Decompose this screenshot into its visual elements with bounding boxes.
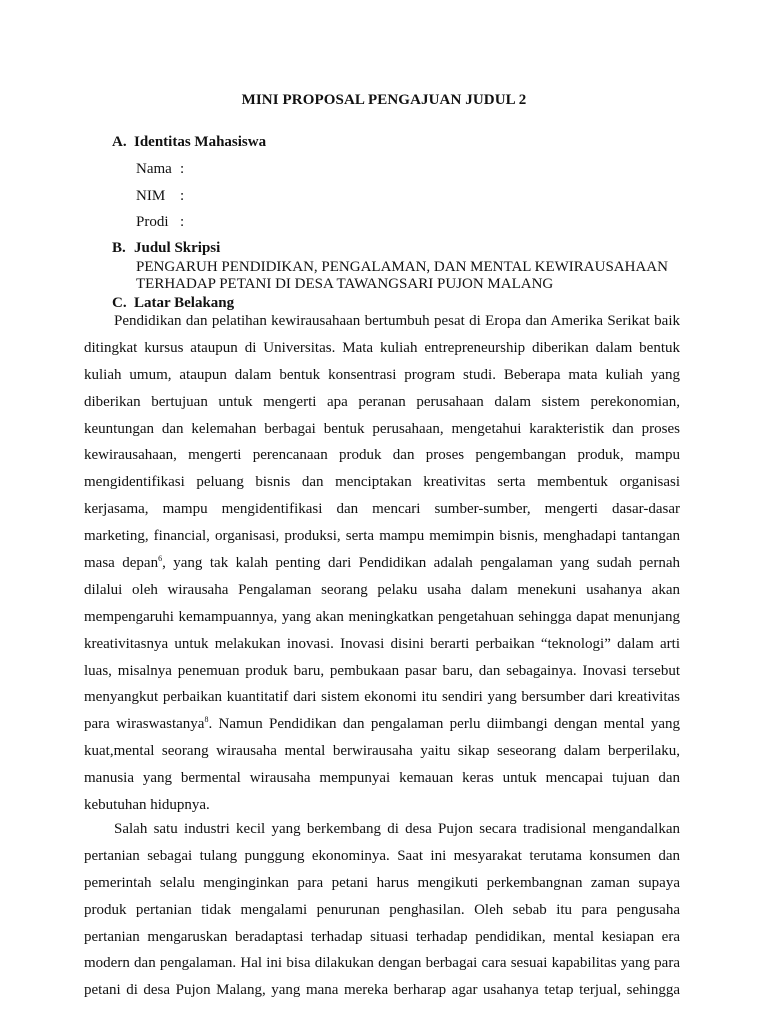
paragraph-line: menyangkut perbaikan kuantitatif dari sistem ekonomi itu sendiri yang bersumber dari kreativitas: [84, 689, 680, 706]
paragraph-line: [84, 550, 680, 577]
footnote-ref: 6: [158, 554, 163, 564]
paragraph-line: kewirausahaan, mengerti perencanaan produk dan proses pengembangan produk, mampu: [84, 447, 680, 464]
identity-separator: :: [180, 214, 185, 230]
paragraph-1: [84, 308, 680, 819]
identity-row-nim: [136, 188, 184, 205]
line-text: masa depan: [84, 555, 159, 572]
paragraph-line: Pendidikan dan pelatihan kewirausahaan bertumbuh pesat di Eropa dan Amerika Serikat baik: [114, 313, 680, 329]
footnote-ref: 8: [204, 715, 209, 725]
identity-label: NIM: [136, 188, 166, 204]
paragraph-line: keuntungan dan kelemahan berbagai bentuk perusahaan, mengetahui karakteristik dan proses: [84, 420, 680, 437]
section-letter: B.: [112, 240, 126, 256]
section-letter: A.: [112, 134, 127, 150]
paragraph-line: pemerintah selalu menginginkan para petani harus mengikuti perkembangnan zaman supaya: [84, 874, 680, 891]
document-title: MINI PROPOSAL PENGAJUAN JUDUL 2: [241, 92, 527, 108]
thesis-title: [136, 259, 668, 293]
thesis-title-line: TERHADAP PETANI DI DESA TAWANGSARI PUJON MALANG: [136, 276, 554, 292]
paragraph-line: Salah satu industri kecil yang berkembang di desa Pujon secara tradisional mengandalkan: [114, 821, 680, 837]
line-text: . Namun Pendidikan dan pengalaman perlu diimbangi dengan mental yang: [208, 716, 680, 733]
paragraph-line: kreativitasnya untuk melakukan inovasi. Inovasi disini berarti perbaikan “teknologi” dalam arti: [84, 635, 680, 652]
paragraph-line: pertanian mengaruskan beradaptasi terhadap situasi terhadap pendidikan, mental kesiapan era: [84, 928, 680, 945]
section-b-heading: [112, 240, 220, 257]
line-text: , yang tak kalah penting dari Pendidikan adalah pengalaman yang sudah pernah: [162, 555, 680, 572]
section-title: Identitas Mahasiswa: [134, 134, 267, 150]
section-letter: C.: [112, 295, 127, 311]
identity-label: Nama: [136, 161, 172, 177]
paragraph-line: kebutuhan hidupnya.: [84, 797, 210, 814]
identity-row-prodi: [136, 214, 184, 231]
identity-separator: :: [180, 188, 185, 204]
paragraph-line: kerjasama, mampu mengidentifikasi dan mencari sumber-sumber, mengerti dasar-dasar: [84, 501, 680, 518]
paragraph-line: modern dan pengalaman. Hal ini bisa dilakukan dengan berbagai cara sesuai kapabilitas yang para: [84, 955, 680, 972]
paragraph-line: diberikan bertujuan untuk mengerti apa peranan perusahaan dalam sistem perekonomian,: [84, 393, 680, 410]
paragraph-line: kuat,mental seorang wirausaha mental berwirausaha yaitu sikap seseorang dalam berperilaku,: [84, 743, 680, 760]
paragraph-line: pertanian sebagai tulang punggung ekonominya. Saat ini mesyarakat terutama konsumen dan: [84, 847, 680, 864]
paragraph-line: petani di desa Pujon Malang, yang mana mereka berharap agar usahanya tetap terjual, sehingga: [84, 982, 680, 999]
paragraph-line: kuliah umum, ataupun dalam bentuk konsentrasi program studi. Beberapa mata kuliah yang: [84, 366, 680, 383]
section-title: Latar Belakang: [134, 295, 235, 311]
paragraph-line: mempengaruhi kemampuannya, yang akan meningkatkan pengetahuan sehingga dapat menunjang: [84, 608, 680, 625]
line-text: para wiraswastanya: [84, 716, 205, 733]
identity-separator: :: [180, 161, 185, 177]
paragraph-2: [84, 816, 680, 1004]
identity-label: Prodi: [136, 214, 169, 230]
paragraph-line: marketing, financial, organisasi, produksi, serta mampu memimpin bisnis, menghadapi tantangan: [84, 528, 680, 545]
paragraph-line: mengidentifikasi peluang bisnis dan menciptakan kreativitas serta membentuk organisasi: [84, 474, 680, 491]
paragraph-line: dilalui oleh wirausaha Pengalaman seorang pelaku usaha dalam menekuni usahanya akan: [84, 581, 680, 598]
paragraph-line: luas, misalnya penemuan produk baru, pembukaan pasar baru, dan sebagainya. Inovasi tersebut: [84, 662, 680, 679]
paragraph-line: produk pertanian tidak mengalami penurunan penghasilan. Oleh sebab itu para pengusaha: [84, 901, 680, 918]
section-a-heading: [112, 134, 266, 151]
identity-row-nama: [136, 161, 184, 178]
paragraph-line: manusia yang bermental wirausaha mempunyai kemauan keras untuk mencapai tujuan dan: [84, 770, 680, 787]
thesis-title-line: PENGARUH PENDIDIKAN, PENGALAMAN, DAN MENTAL KEWIRAUSAHAAN: [136, 259, 668, 275]
paragraph-line: ditingkat kursus ataupun di Universitas. Mata kuliah entrepreneurship diberikan dalam bentuk: [84, 339, 680, 356]
paragraph-line: [84, 711, 680, 738]
section-title: Judul Skripsi: [134, 240, 221, 256]
